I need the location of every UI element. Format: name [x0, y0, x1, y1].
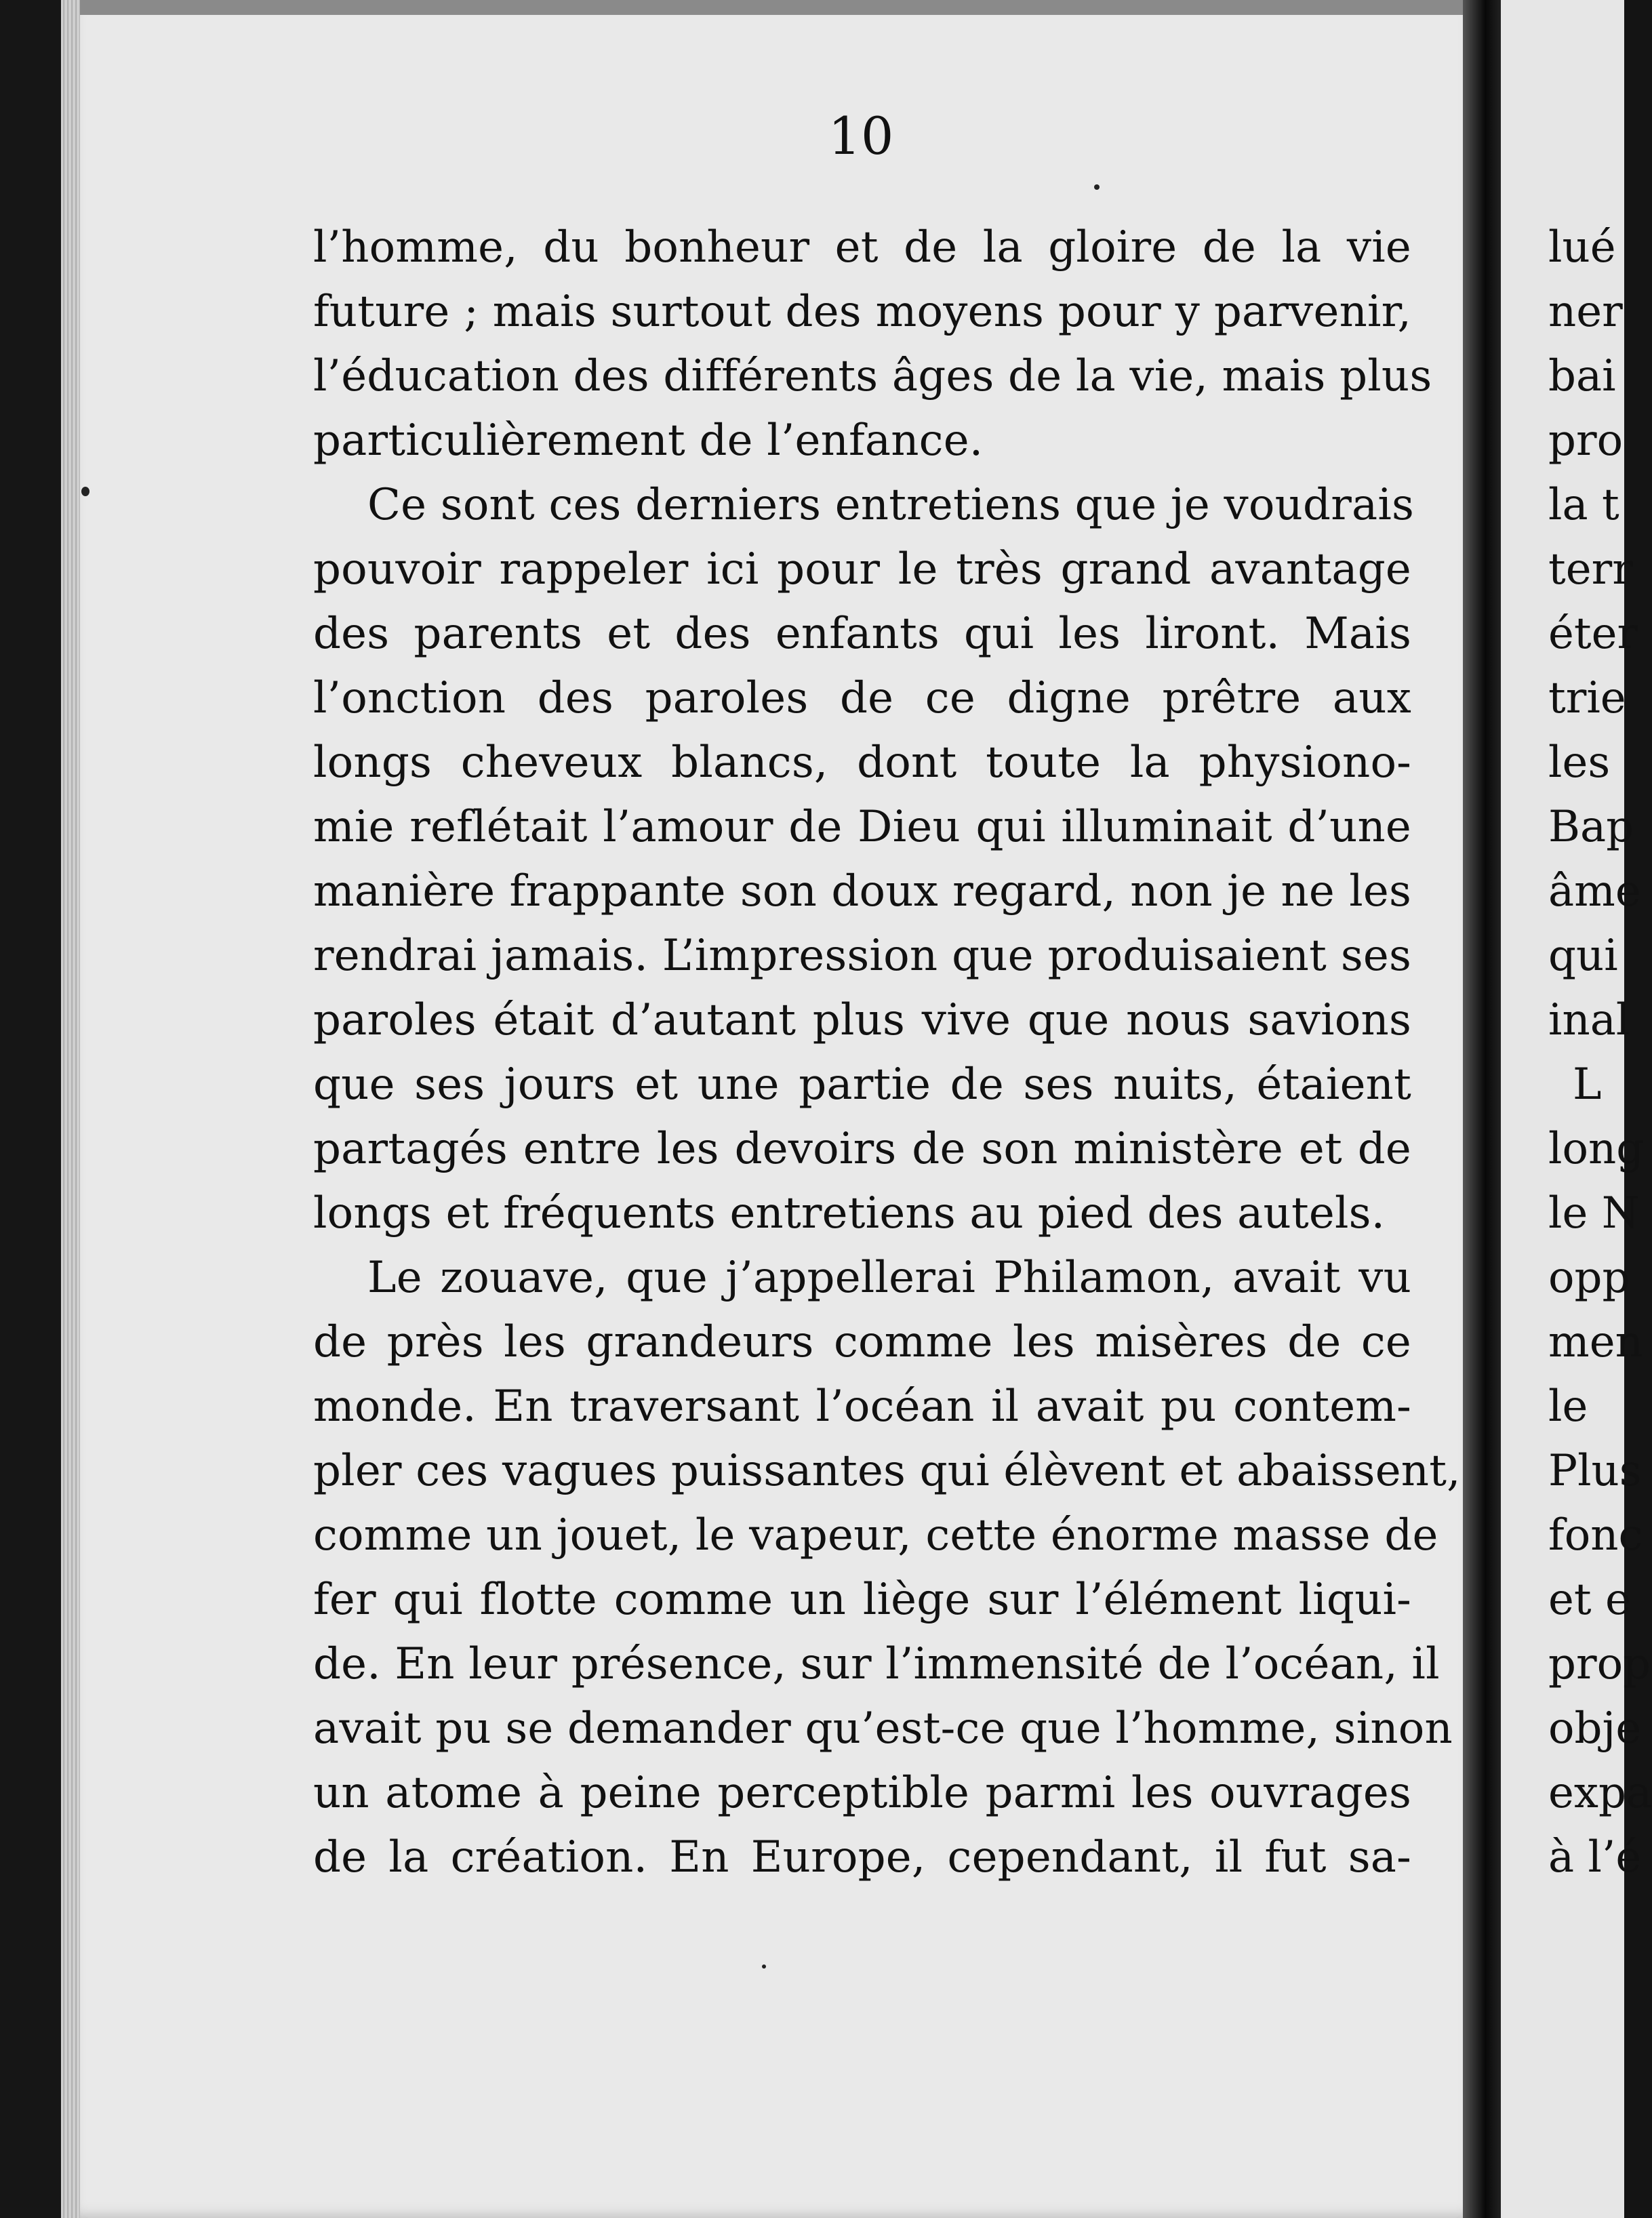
text-line: mie reflétait l’amour de Dieu qui illuminait d’une: [313, 802, 1411, 852]
text-line: pouvoir rappeler ici pour le très grand avantage: [313, 544, 1411, 594]
text-line: longs et fréquents entretiens au pied des autels.: [313, 1188, 1386, 1238]
book-gutter: [1463, 0, 1504, 2218]
text-fragment: Bap: [1548, 802, 1634, 852]
text-fragment: prop: [1548, 1639, 1651, 1689]
text-line: de la création. En Europe, cependant, il fut sa-: [313, 1832, 1411, 1882]
text-line: Le zouave, que j’appellerai Philamon, avait vu: [367, 1253, 1411, 1303]
text-fragment: men: [1548, 1317, 1643, 1367]
text-line: avait pu se demander qu’est-ce que l’homme, sinon: [313, 1703, 1453, 1754]
text-line: monde. En traversant l’océan il avait pu contem-: [313, 1382, 1411, 1432]
text-fragment: obje: [1548, 1703, 1642, 1754]
text-fragment: ner: [1548, 287, 1623, 337]
text-fragment: le: [1548, 1382, 1588, 1432]
page-number: 10: [828, 106, 894, 166]
text-line: rendrai jamais. L’impression que produisaient ses: [313, 931, 1411, 981]
text-fragment: éter: [1548, 609, 1638, 659]
ink-speck: [1094, 184, 1100, 190]
text-line: longs cheveux blancs, dont toute la physiono-: [313, 738, 1411, 788]
text-fragment: à l’é: [1548, 1832, 1642, 1882]
text-line: l’onction des paroles de ce digne prêtre aux: [313, 673, 1411, 723]
text-line: comme un jouet, le vapeur, cette énorme masse de: [313, 1510, 1438, 1560]
text-line: de. En leur présence, sur l’immensité de l’océan, il: [313, 1639, 1440, 1689]
ink-speck: [81, 487, 89, 496]
text-fragment: bai: [1548, 351, 1616, 401]
text-fragment: qui: [1548, 931, 1618, 981]
text-line: paroles était d’autant plus vive que nous savions: [313, 995, 1411, 1045]
text-line: un atome à peine perceptible parmi les ouvrages: [313, 1768, 1411, 1818]
text-fragment: expa: [1548, 1768, 1652, 1818]
text-fragment: terr: [1548, 544, 1633, 594]
text-fragment: Plus: [1548, 1446, 1642, 1496]
text-line: Ce sont ces derniers entretiens que je voudrais: [367, 480, 1415, 530]
text-fragment: âme: [1548, 866, 1641, 916]
text-fragment: long: [1548, 1124, 1645, 1174]
text-line: particulièrement de l’enfance.: [313, 416, 984, 466]
text-fragment: inal: [1548, 995, 1630, 1045]
text-fragment: fonc: [1548, 1510, 1643, 1560]
text-line: l’homme, du bonheur et de la gloire de la vie: [313, 222, 1411, 273]
text-fragment: trie: [1548, 673, 1626, 723]
text-fragment: opp: [1548, 1253, 1630, 1303]
text-line: des parents et des enfants qui les liront. Mais: [313, 609, 1411, 659]
text-line: manière frappante son doux regard, non je ne les: [313, 866, 1411, 916]
text-line: pler ces vagues puissantes qui élèvent et abaissent,: [313, 1446, 1461, 1496]
text-line: fer qui flotte comme un liège sur l’élément liqui-: [313, 1575, 1411, 1625]
left-page-text: [313, 216, 1461, 1890]
ink-speck: [762, 1964, 766, 1969]
text-fragment: pro: [1548, 416, 1624, 466]
text-fragment: le N: [1548, 1188, 1640, 1238]
scan-top-border: [80, 0, 1483, 15]
text-fragment: L: [1573, 1060, 1602, 1110]
right-page-text-fragments: [1548, 216, 1652, 1890]
text-fragment: lué: [1548, 222, 1616, 273]
text-fragment: la t: [1548, 480, 1619, 530]
text-line: l’éducation des différents âges de la vie, mais plus: [313, 351, 1432, 401]
text-line: future ; mais surtout des moyens pour y parvenir,: [313, 287, 1411, 337]
text-line: que ses jours et une partie de ses nuits, étaient: [313, 1060, 1411, 1110]
text-line: partagés entre les devoirs de son ministère et de: [313, 1124, 1411, 1174]
text-line: de près les grandeurs comme les misères de ce: [313, 1317, 1411, 1367]
text-fragment: les: [1548, 738, 1611, 788]
text-fragment: et e: [1548, 1575, 1631, 1625]
